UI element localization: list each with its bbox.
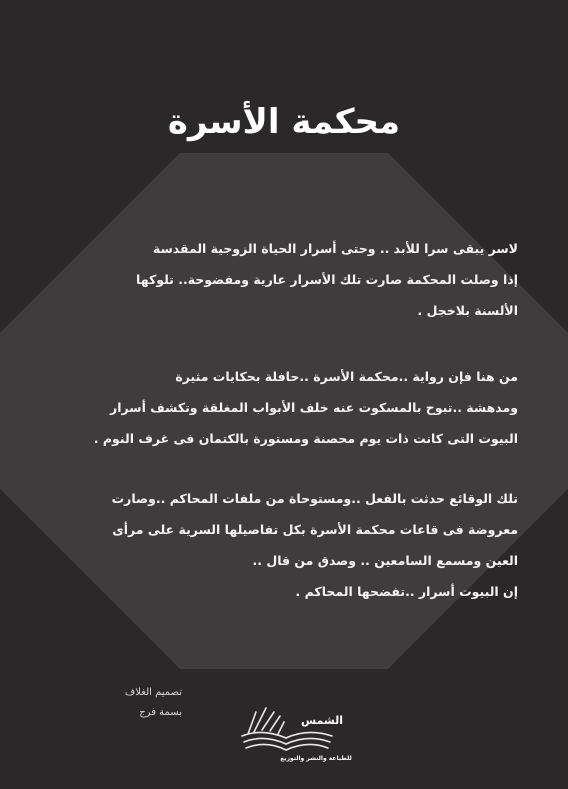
cover-credits bbox=[92, 683, 182, 723]
publisher-name: الشمس bbox=[300, 714, 344, 727]
cover-designer-name: بسمة فرج bbox=[139, 707, 182, 718]
open-book-logo-icon bbox=[232, 698, 352, 762]
page-title: محكمة الأسرة bbox=[167, 102, 401, 142]
paragraph-1: لاسر يبقى سرا للأبد .. وحتى أسرار الحياة الزوجية المقدسة إذا وصلت المحكمة صارت تلك الأسرار عارية ومفضوحة.. تلوكها الألسنة بلاخجل . bbox=[136, 241, 518, 318]
paragraph-3: تلك الوقائع حدثت بالفعل ..ومستوحاة من ملفات المحاكم ..وصارت معروضة فى قاعات محكمة الأسرة بكل تفاصيلها السرية على مرأى العين ومسمع السامعين .. وصدق من قال .. إن البيوت أسرار ..تفضحها المحاكم . bbox=[111, 491, 518, 599]
publisher-tagline: للطباعة والنشر والتوزيع bbox=[280, 755, 352, 762]
paragraph-2: من هنا فإن رواية ..محكمة الأسرة ..حافلة بحكايات مثيرة ومدهشة ..تبوح بالمسكوت عنه خلف الأبواب المغلقة وتكشف أسرار البيوت التى كانت ذات يوم محصنة ومستورة بالكتمان فى غرف النوم . bbox=[93, 369, 518, 446]
cover-design-label: تصميم الغلاف bbox=[124, 687, 182, 698]
